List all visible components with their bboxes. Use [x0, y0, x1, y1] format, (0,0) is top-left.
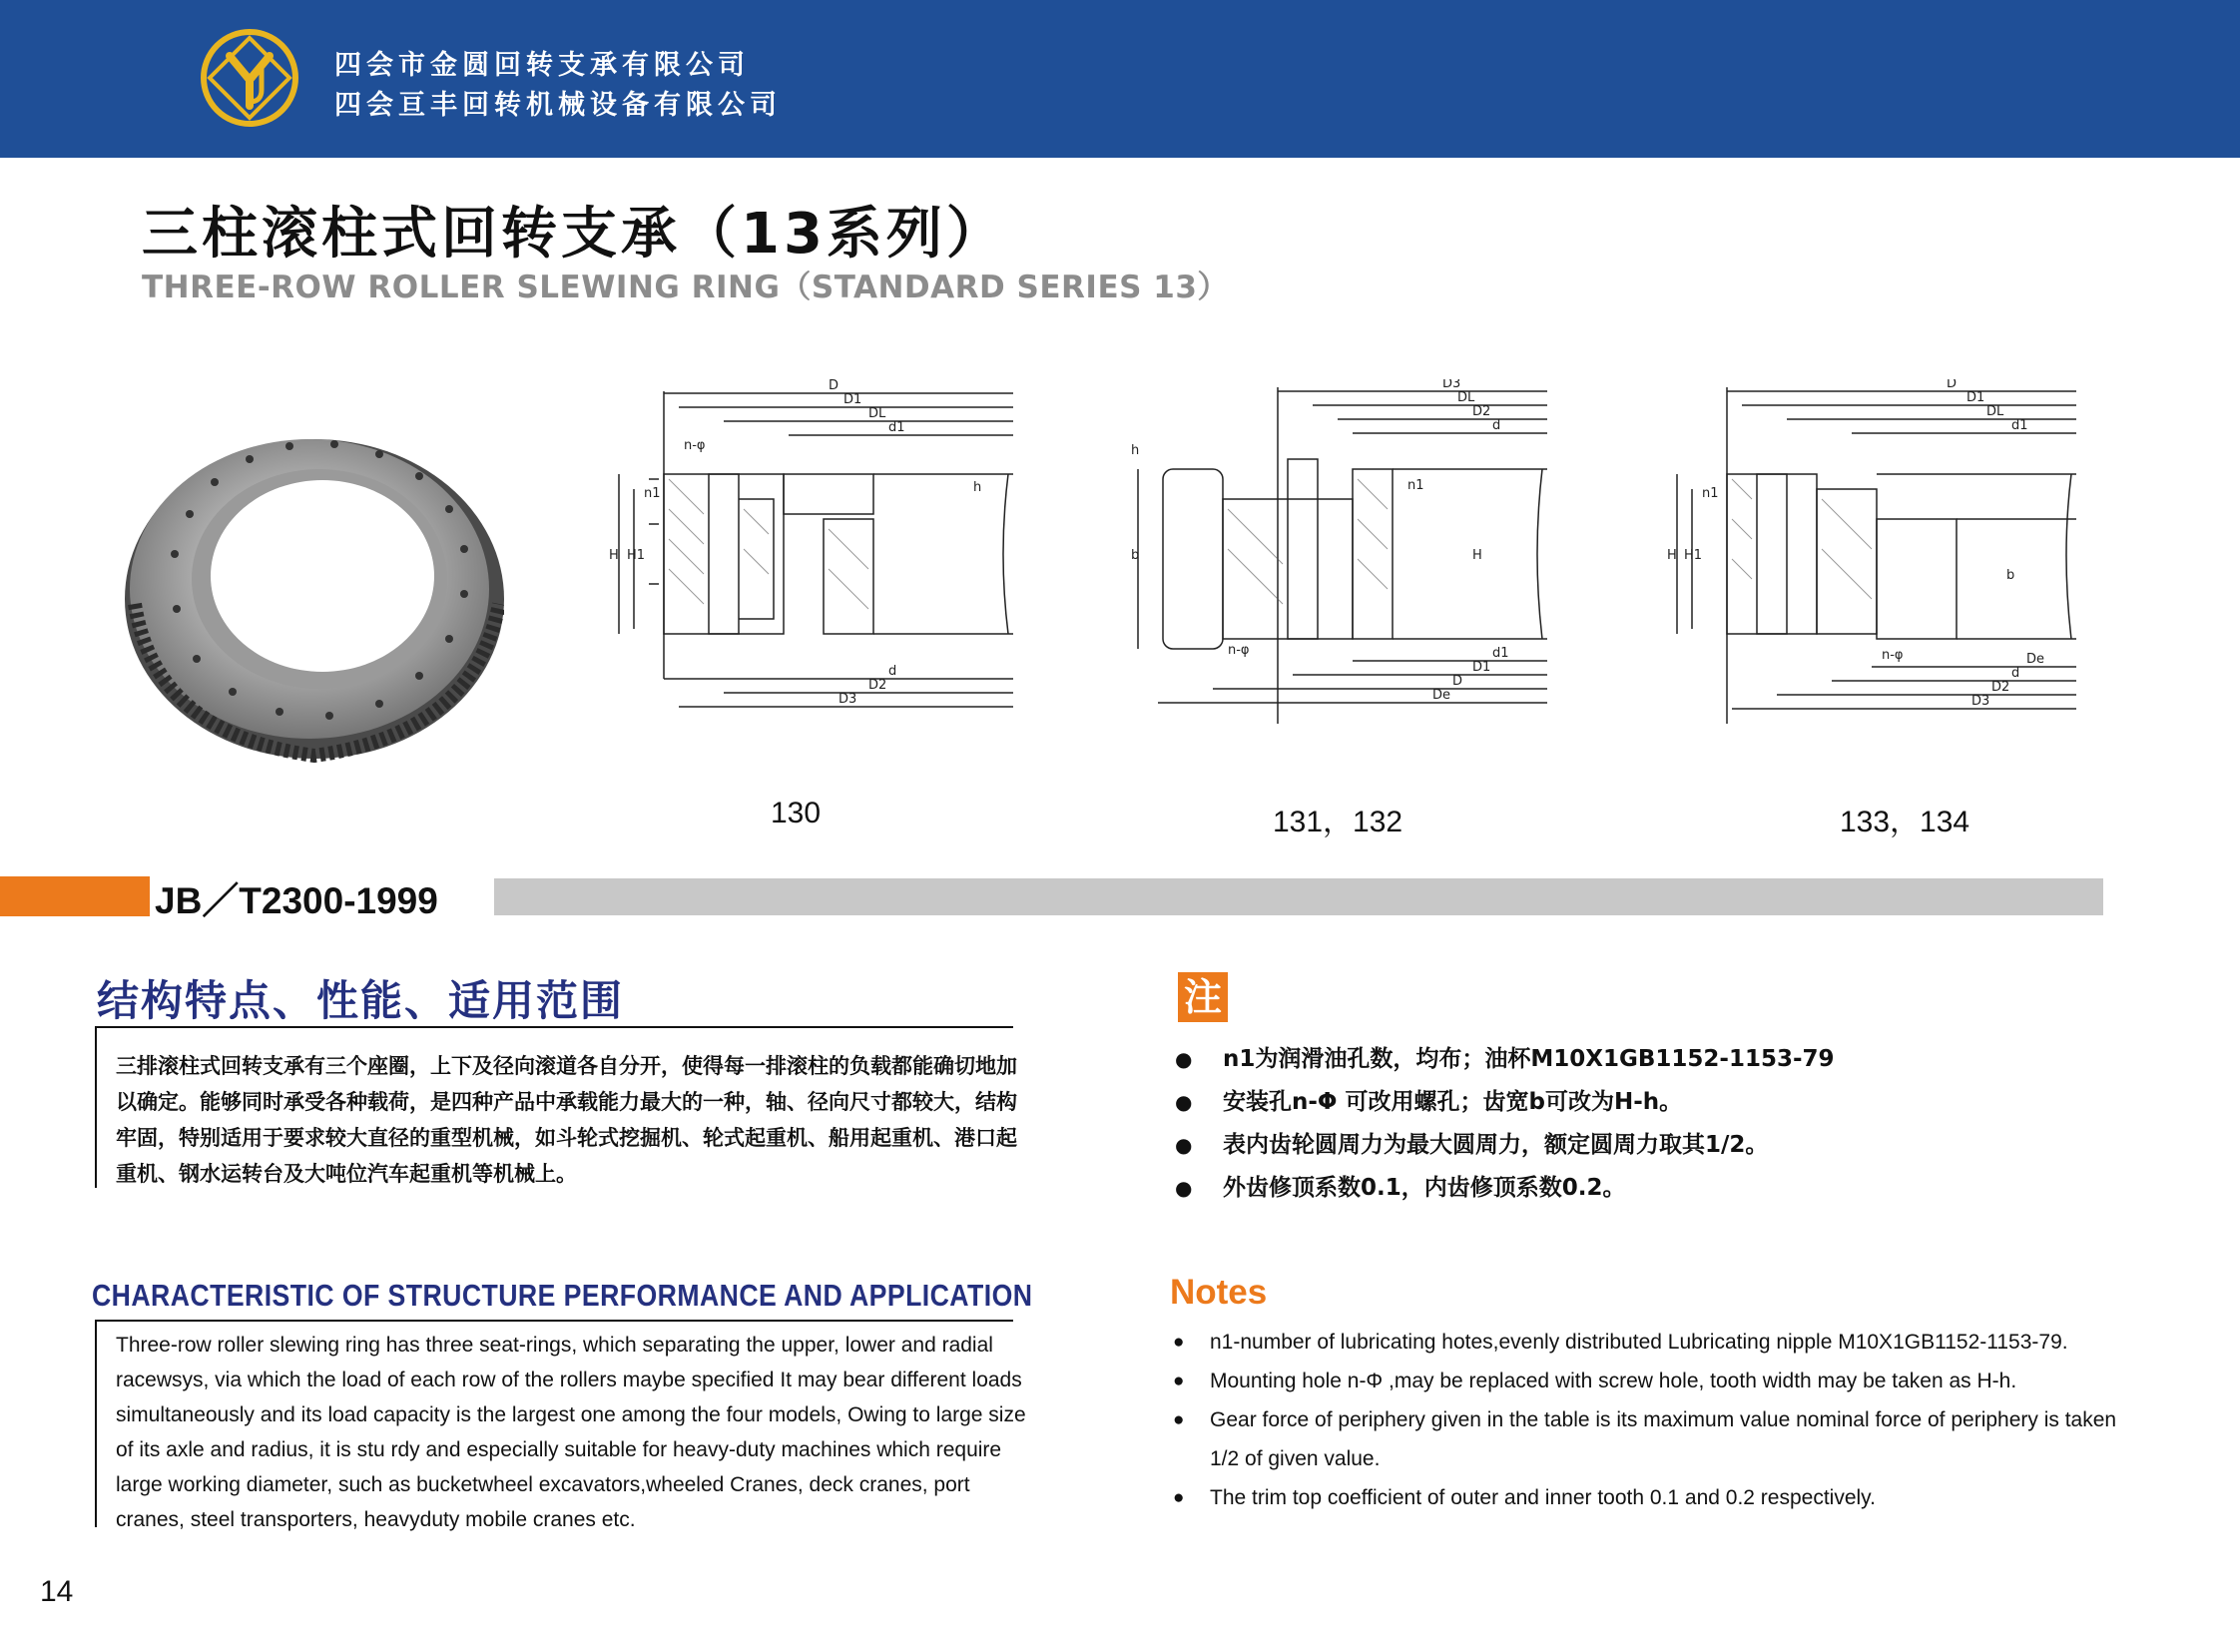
- dim-130-D3: D3: [839, 692, 857, 707]
- company-logo-icon: [200, 28, 299, 128]
- structure-heading-cn: 结构特点、性能、适用范围: [97, 976, 625, 1025]
- drawing-131-132-svg: [1123, 379, 1552, 739]
- dim-131-H: H: [1472, 548, 1482, 563]
- page-subtitle: THREE-ROW ROLLER SLEWING RING（STANDARD SERIES 13）: [142, 270, 1229, 305]
- notes-icon: 注: [1178, 972, 1228, 1022]
- notes-list-en: [1173, 1323, 2131, 1517]
- dim-133-d1: d1: [2011, 418, 2028, 433]
- dim-130-H1: H1: [627, 548, 646, 563]
- figure-label-133-134: 133，134: [1840, 806, 1970, 838]
- dim-133-d: d: [2011, 666, 2020, 681]
- structure-heading-en: CHARACTERISTIC OF STRUCTURE PERFORMANCE AND APPLICATION: [92, 1278, 1033, 1313]
- standard-bar-accent: [0, 876, 150, 916]
- dim-133-H1: H1: [1684, 548, 1703, 563]
- structure-text-cn: 三排滚柱式回转支承有三个座圈，上下及径向滚道各自分开，使得每一排滚柱的负载都能确切地加以确定。能够同时承受各种载荷，是四种产品中承载能力最大的一种，轴、径向尺寸都较大，结构牢固，特别适用于要求较大直径的重型机械，如斗轮式挖掘机、轮式起重机、船用起重机、港口起重机、钢水运转台及大吨位汽车起重机等机械上。: [116, 1054, 1017, 1186]
- company-names: [334, 46, 782, 126]
- note-cn-item: ● 表内齿轮圆周力为最大圆周力，额定圆周力取其1/2。: [1173, 1124, 1835, 1167]
- dim-130-DL: DL: [868, 406, 886, 421]
- note-cn-item: ● n1为润滑油孔数，均布；油杯M10X1GB1152-1153-79: [1173, 1038, 1835, 1081]
- notes-title-en: Notes: [1170, 1273, 1268, 1312]
- standard-bar: [494, 878, 2103, 915]
- dim-131-h: h: [1131, 443, 1140, 458]
- note-en-item: ● Mounting hole n-Φ ,may be replaced with screw hole, tooth width may be taken as H-h.: [1173, 1362, 2131, 1400]
- dim-133-b: b: [2006, 568, 2015, 583]
- dim-130-D2: D2: [868, 678, 887, 693]
- dim-131-d1: d1: [1492, 646, 1509, 661]
- drawing-133-134-svg: [1657, 379, 2086, 739]
- page-title: 三柱滚柱式回转支承（13系列）: [142, 202, 1006, 267]
- dim-130-D: D: [829, 379, 840, 393]
- standard-code: JB／T2300-1999: [155, 880, 438, 921]
- header-band: [0, 0, 2240, 158]
- figure-label-130: 130: [771, 797, 822, 829]
- dim-130-D1: D1: [843, 392, 862, 407]
- dim-133-nphi: n-φ: [1882, 648, 1904, 663]
- structure-text-rule: [95, 1026, 97, 1188]
- dim-131-nphi: n-φ: [1228, 643, 1250, 658]
- dim-131-D1: D1: [1472, 660, 1491, 675]
- dim-131-D: D: [1452, 674, 1463, 689]
- dim-133-n1: n1: [1702, 486, 1719, 501]
- figure-label-131-132: 131，132: [1273, 806, 1403, 838]
- note-en-item: ● n1-number of lubricating hotes,evenly distributed Lubricating nipple M10X1GB1152-1153-79.: [1173, 1323, 2131, 1362]
- dim-130-nphi: n-φ: [684, 438, 706, 453]
- dim-133-DL: DL: [1986, 404, 2004, 419]
- page-number: 14: [40, 1575, 74, 1608]
- dim-133-H: H: [1667, 548, 1677, 563]
- dim-133-D1: D1: [1966, 390, 1985, 405]
- note-en-item: ● Gear force of periphery given in the table is its maximum value nominal force of periphery is taken 1/2 of given value.: [1173, 1400, 2131, 1478]
- dim-130-h: h: [973, 480, 982, 495]
- dim-131-DL: DL: [1457, 390, 1475, 405]
- dim-131-n1: n1: [1407, 478, 1424, 493]
- dim-130-H: H: [609, 548, 619, 563]
- company-name-1: 四会市金圆回转支承有限公司: [334, 50, 750, 81]
- drawing-131-132: [1123, 379, 1552, 739]
- dim-131-b: b: [1131, 548, 1140, 563]
- drawing-133-134: [1657, 379, 2086, 739]
- structure-text-en: Three-row roller slewing ring has three seat-rings, which separating the upper, lower and radial racewsys, via which the load of each row of the rollers maybe specified It may bear different loads simultaneously and its load capacity is the largest one among the four models, Owing to large size of its axle and radius, it is stu rdy and especially suitable for heavy-duty machines which require large working diameter, such as bucketwheel excavators,wheeled Cranes, deck cranes, port cranes, steel transporters, heavyduty mobile cranes etc.: [116, 1334, 1026, 1531]
- dim-130-d1: d1: [888, 420, 905, 435]
- dim-133-D: D: [1947, 379, 1958, 391]
- structure-en-side-rule: [95, 1320, 97, 1527]
- drawing-130: [589, 379, 1018, 729]
- dim-133-D2: D2: [1991, 680, 2010, 695]
- dim-131-D3: D3: [1442, 379, 1461, 391]
- dim-131-d: d: [1492, 418, 1501, 433]
- drawing-130-svg: [589, 379, 1018, 729]
- note-cn-item: ● 外齿修顶系数0.1，内齿修顶系数0.2。: [1173, 1167, 1835, 1210]
- note-cn-item: ● 安装孔n-Φ 可改用螺孔；齿宽b可改为H-h。: [1173, 1081, 1835, 1124]
- note-en-item: ● The trim top coefficient of outer and inner tooth 0.1 and 0.2 respectively.: [1173, 1478, 2131, 1517]
- structure-heading-rule: [95, 1026, 1013, 1028]
- company-name-2: 四会亘丰回转机械设备有限公司: [334, 90, 782, 121]
- notes-list-cn: [1173, 1038, 1835, 1210]
- dim-131-D2: D2: [1472, 404, 1491, 419]
- dim-130-d: d: [888, 664, 897, 679]
- dim-130-n1: n1: [644, 486, 661, 501]
- slewing-ring-photo: [115, 404, 504, 764]
- dim-131-De: De: [1432, 688, 1451, 703]
- structure-en-rule: [95, 1320, 1013, 1322]
- dim-133-D3: D3: [1971, 694, 1990, 709]
- dim-133-De: De: [2026, 652, 2045, 667]
